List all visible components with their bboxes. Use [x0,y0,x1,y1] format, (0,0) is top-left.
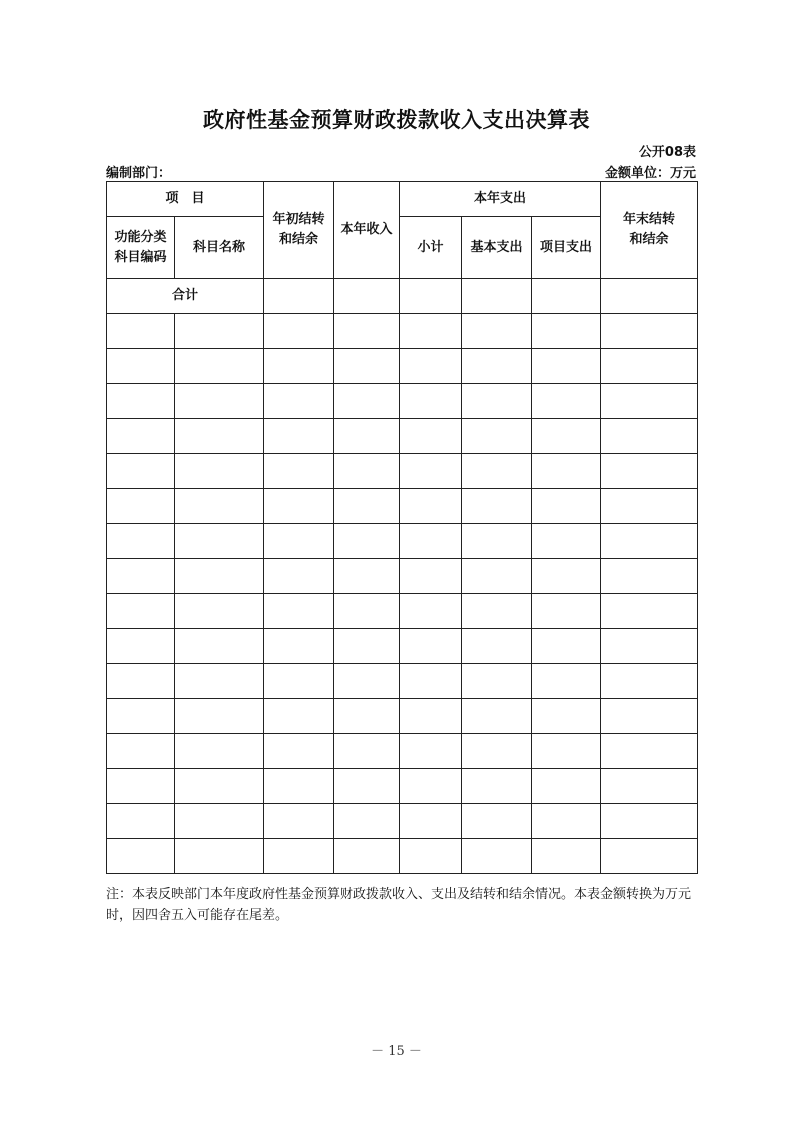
table-cell [462,314,532,349]
table-cell [601,664,698,699]
table-cell [334,384,400,419]
table-cell [175,664,264,699]
form-code: 公开08表 [638,145,696,160]
table-cell [462,769,532,804]
table-cell [400,419,462,454]
table-cell [532,419,601,454]
table-cell [601,839,698,874]
footnote: 注：本表反映部门本年度政府性基金预算财政拨款收入、支出及结转和结余情况。本表金额转换为万元时，因四舍五入可能存在尾差。 [106,887,692,923]
table-row [107,349,698,384]
table-cell [400,524,462,559]
table-cell [175,454,264,489]
table-cell [462,699,532,734]
header-basic: 基本支出 [462,217,532,279]
table-cell [334,699,400,734]
table-row [107,839,698,874]
table-cell [107,314,175,349]
table-cell [400,629,462,664]
table-cell [264,559,334,594]
table-cell [175,419,264,454]
table-cell [462,839,532,874]
table-cell [601,559,698,594]
table-cell [175,734,264,769]
table-cell [107,769,175,804]
table-cell [107,419,175,454]
table-cell [107,734,175,769]
budget-table [106,181,698,874]
total-row [107,279,698,314]
table-cell [601,734,698,769]
header-project: 项目支出 [532,217,601,279]
table-cell [334,629,400,664]
table-row [107,629,698,664]
table-cell [400,454,462,489]
table-cell [175,594,264,629]
table-cell [601,349,698,384]
table-cell [264,314,334,349]
table-row [107,524,698,559]
table-cell [462,594,532,629]
table-cell [400,489,462,524]
table-cell [264,734,334,769]
table-cell [175,769,264,804]
table-cell [107,349,175,384]
table-cell [334,839,400,874]
table-cell [601,629,698,664]
table-cell [601,699,698,734]
table-cell [264,664,334,699]
header-func-code: 功能分类 科目编码 [107,217,175,279]
page-title: 政府性基金预算财政拨款收入支出决算表 [203,108,590,132]
table-row [107,734,698,769]
header-item: 项 目 [107,182,264,217]
header-subject-name: 科目名称 [175,217,264,279]
table-cell [334,664,400,699]
table-cell [601,419,698,454]
table-row [107,804,698,839]
table-row [107,699,698,734]
table-cell [532,804,601,839]
table-cell [334,559,400,594]
table-cell [175,349,264,384]
table-cell [532,769,601,804]
table-cell [334,769,400,804]
table-cell [264,524,334,559]
table-cell [175,804,264,839]
header-expense: 本年支出 [400,182,601,217]
table-cell [107,664,175,699]
table-cell [107,839,175,874]
table-cell [532,839,601,874]
table-cell [107,594,175,629]
unit-label: 金额单位：万元 [604,166,696,181]
table-cell [601,314,698,349]
table-cell [264,489,334,524]
table-cell [400,699,462,734]
table-cell [264,454,334,489]
table-cell [264,629,334,664]
header-subtotal: 小计 [400,217,462,279]
table-row [107,454,698,489]
table-cell [532,524,601,559]
table-cell [601,384,698,419]
table-cell [462,804,532,839]
table-cell [264,349,334,384]
table-cell [264,384,334,419]
table-row [107,769,698,804]
table-cell [334,489,400,524]
table-cell [532,489,601,524]
table-cell [175,839,264,874]
table-cell [107,804,175,839]
total-label: 合计 [107,279,264,314]
table-cell [334,804,400,839]
table-cell [264,839,334,874]
table-cell [400,384,462,419]
table-cell [264,699,334,734]
table-cell [175,384,264,419]
table-cell [334,594,400,629]
table-row [107,594,698,629]
table-cell [175,559,264,594]
table-cell [334,734,400,769]
table-cell [462,664,532,699]
table-cell [462,524,532,559]
table-cell [532,314,601,349]
table-cell [334,419,400,454]
table-cell [601,489,698,524]
table-cell [601,454,698,489]
table-cell [532,349,601,384]
table-cell [400,314,462,349]
table-cell [107,629,175,664]
table-cell [532,454,601,489]
table-cell [264,419,334,454]
table-cell [462,734,532,769]
table-cell [601,804,698,839]
table-cell [462,454,532,489]
table-cell [107,524,175,559]
table-cell [462,489,532,524]
table-cell [400,769,462,804]
table-cell [175,314,264,349]
table-row [107,559,698,594]
table-cell [462,559,532,594]
table-cell [532,699,601,734]
table-cell [400,349,462,384]
table-cell [175,524,264,559]
page-number: － 15 － [371,1044,422,1059]
table-row [107,419,698,454]
table-cell [462,384,532,419]
table-cell [107,489,175,524]
table-cell [601,594,698,629]
table-cell [107,699,175,734]
table-cell [400,804,462,839]
table-cell [532,664,601,699]
table-cell [532,594,601,629]
table-cell [334,349,400,384]
table-cell [601,769,698,804]
table-cell [264,769,334,804]
table-cell [400,664,462,699]
table-cell [400,559,462,594]
table-cell [107,384,175,419]
table-row [107,314,698,349]
table-cell [175,629,264,664]
table-cell [532,734,601,769]
table-cell [601,524,698,559]
table-row [107,489,698,524]
table-row [107,384,698,419]
header-income: 本年收入 [334,182,400,279]
meta-row [106,162,696,181]
table-cell [462,349,532,384]
table-cell [107,559,175,594]
table-cell [107,454,175,489]
table-cell [334,314,400,349]
table-cell [532,384,601,419]
table-cell [175,699,264,734]
table-cell [462,629,532,664]
table-cell [175,489,264,524]
compiler-label: 编制部门： [106,166,172,181]
table-cell [334,524,400,559]
table-cell [264,804,334,839]
table-row [107,664,698,699]
table-cell [532,629,601,664]
table-cell [532,559,601,594]
table-cell [264,594,334,629]
header-end-balance: 年末结转 和结余 [601,182,698,279]
table-cell [400,594,462,629]
table-cell [400,734,462,769]
table-cell [334,454,400,489]
header-begin-balance: 年初结转 和结余 [264,182,334,279]
table-cell [462,419,532,454]
table-cell [400,839,462,874]
